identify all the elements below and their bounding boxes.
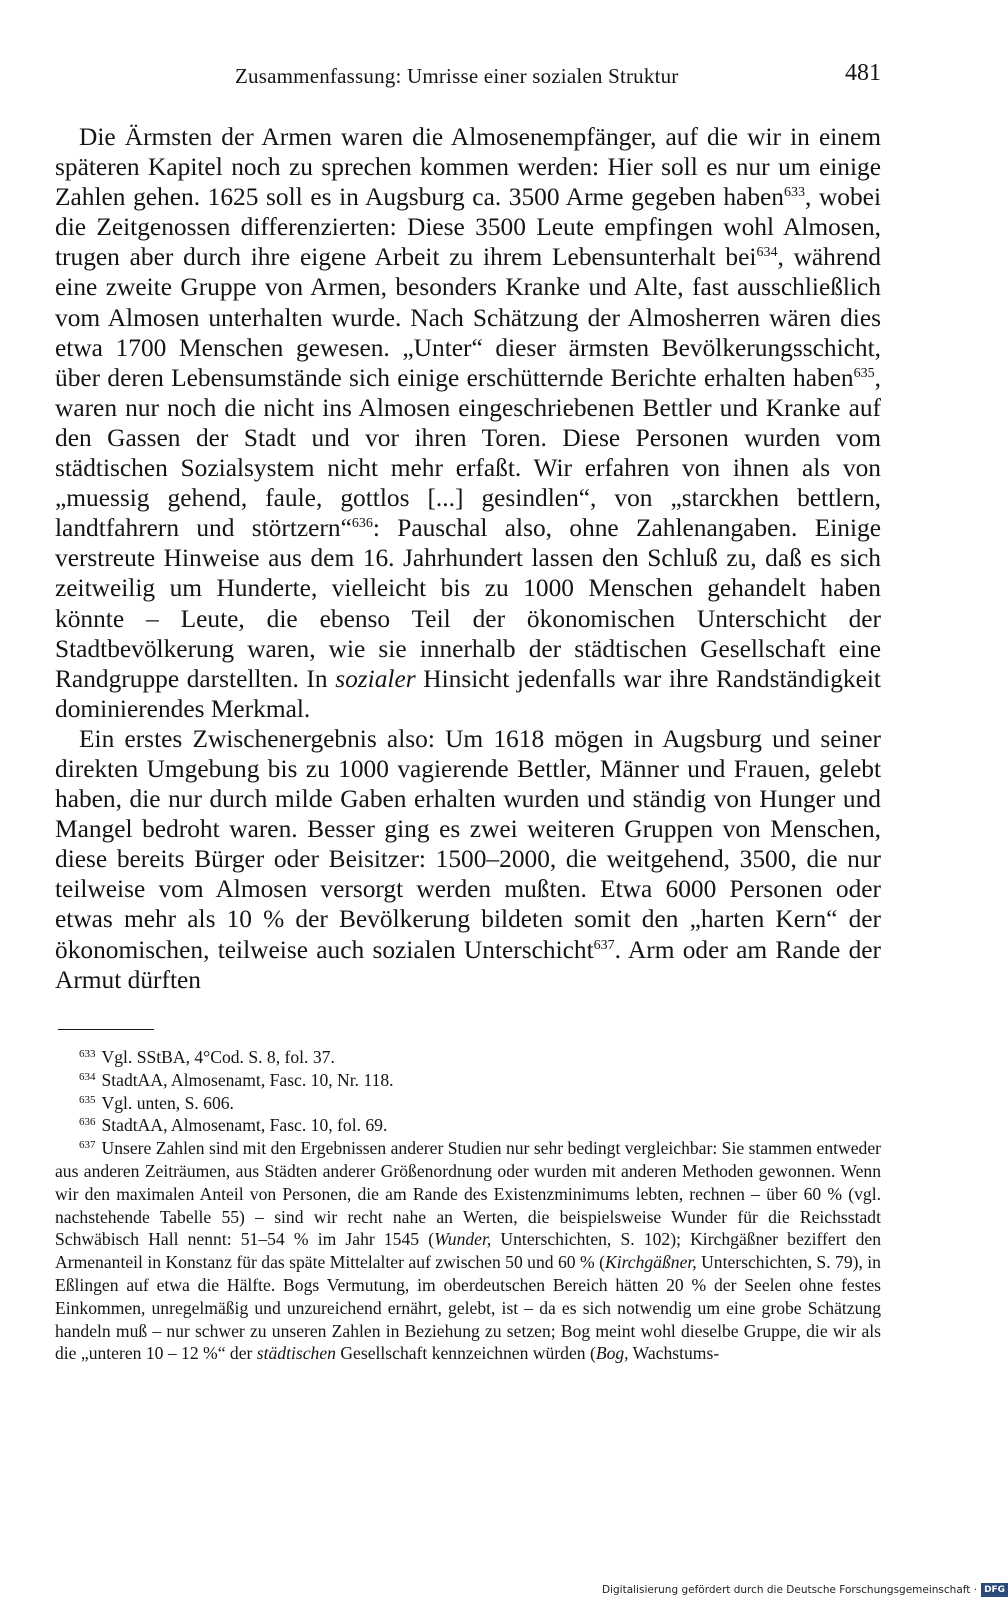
footnote-text: StadtAA, Almosenamt, Fasc. 10, fol. 69. xyxy=(101,1115,388,1136)
footnote-634 xyxy=(55,1069,881,1092)
paragraph-2 xyxy=(55,724,881,995)
footnote-number: 633 xyxy=(79,1048,96,1060)
footnote-text: Unterschichten, S. 79), in Eßlingen auf etwa die Hälfte. Bogs Vermutung, im oberdeutschen Bereich hätten 20 % der Seelen ohne festes Einkommen, unregelmäßig und unzureichend ernährt, gelebt, ist – da es sich notwendig um eine grobe Schätzung handeln muß – nur schwer zu unseren Zahlen in Beziehung zu setzen; Bog meint wohl dieselbe Gruppe, die wir als die „unteren 10 – 12 %“ der xyxy=(55,1252,881,1364)
italic-text: Kirchgäßner, xyxy=(604,1252,697,1273)
text-run: . Arm oder am Rande der Armut dürften xyxy=(55,935,881,994)
italic-text: Wunder, xyxy=(434,1229,492,1250)
footnote-text: Vgl. SStBA, 4°Cod. S. 8, fol. 37. xyxy=(101,1047,335,1067)
credit-text: Digitalisierung gefördert durch die Deutsche Forschungsgemeinschaft · xyxy=(602,1584,978,1596)
footnote-text: Unterschichten, S. 102); Kirchgäßner beziffert den Armenanteil in Konstanz für das späte Mittelalter auf zwischen 50 und 60 % ( xyxy=(55,1229,881,1273)
digitization-credit xyxy=(602,1583,1008,1597)
text-run: , während eine zweite Gruppe von Armen, besonders Kranke und Alte, fast ausschließlich vom Almosen unterhalten wurde. Nach Schätzung der Almosherren wären dies etwa 1700 Menschen gewesen. „Unter“ dieser ärmsten Bevölkerungsschicht, über deren Lebensumstände sich einige erschütternde Berichte erhalten haben xyxy=(55,243,881,392)
paragraph-1 xyxy=(55,122,881,724)
italic-text: städtischen xyxy=(256,1343,336,1364)
footnote-text: StadtAA, Almosenamt, Fasc. 10, Nr. 118. xyxy=(101,1069,394,1090)
footnote-text: Wachstums- xyxy=(628,1343,720,1364)
footnotes xyxy=(55,1046,881,1365)
running-header xyxy=(55,60,881,94)
footnote-ref-634: 634 xyxy=(756,245,778,261)
footnote-ref-633: 633 xyxy=(784,185,805,201)
footnote-636 xyxy=(55,1114,881,1137)
footnote-number: 634 xyxy=(79,1070,96,1083)
footnote-text: Gesellschaft kennzeichnen würden ( xyxy=(335,1343,596,1364)
text-run: Hinsicht jedenfalls war ihre Randständigkeit dominierendes Merkmal. xyxy=(55,664,881,723)
footnote-637 xyxy=(55,1137,881,1365)
footnote-separator xyxy=(58,1029,154,1030)
footnote-633 xyxy=(55,1046,881,1069)
footnote-number: 635 xyxy=(79,1093,96,1106)
text-run: Die Ärmsten der Armen waren die Almosenempfänger, auf die wir in einem späteren Kapitel noch zu sprechen kommen werden: Hier soll es nur um einige Zahlen gehen. 1625 soll es in Augsburg ca. 3500 Arme gegeben haben xyxy=(55,123,881,212)
footnote-text: Vgl. unten, S. 606. xyxy=(101,1092,234,1113)
italic-text: sozialer xyxy=(335,664,416,693)
dfg-logo: DFG xyxy=(981,1583,1008,1597)
italic-text: Bog, xyxy=(595,1343,629,1364)
footnote-ref-635: 635 xyxy=(853,365,875,381)
text-run: Ein erstes Zwischenergebnis also: Um 1618 mögen in Augsburg und seiner direkten Umgebung bis zu 1000 vagierende Bettler, Männer und Frauen, gelebt haben, die nur durch milde Gaben erhalten wurden und ständig von Hunger und Mangel bedroht waren. Besser ging es zwei weiteren Gruppen von Menschen, diese bereits Bürger oder Beisitzer: 1500–2000, die weitgehend, 3500, die nur teilweise vom Almosen versorgt werden mußten. Etwa 6000 Personen oder etwas mehr als 10 % der Bevölkerung bildeten somit den „harten Kern“ der ökonomischen, teilweise auch sozialen Unterschicht xyxy=(55,724,881,964)
text-run: , wobei die Zeitgenossen differenzierten: Diese 3500 Leute empfingen wohl Almosen, trugen aber durch ihre eigene Arbeit zu ihrem Lebensunterhalt bei xyxy=(55,183,881,272)
footnote-number: 636 xyxy=(79,1116,96,1129)
text-run: , waren nur noch die nicht ins Almosen eingeschriebenen Bettler und Kranke auf den Gassen der Stadt und vor ihren Toren. Diese Personen wurden vom städtischen Sozialsystem nicht mehr erfaßt. Wir erfahren von ihnen als von „muessig gehend, faule, gottlos [...] gesindlen“, von „starckhen bettlern, landtfahrern und störtzern“ xyxy=(55,363,881,543)
footnote-635 xyxy=(55,1092,881,1115)
footnote-number: 637 xyxy=(79,1139,96,1152)
footnote-ref-636: 636 xyxy=(351,516,373,532)
footnote-text: Unsere Zahlen sind mit den Ergebnissen anderer Studien nur sehr bedingt vergleichbar: Sie stammen entweder aus anderen Zeiträumen, aus Städten anderer Größenordnung oder wurden mit anderen Methoden gewonnen. Wenn wir den maximalen Anteil von Personen, die am Rande des Existenzminimums lebten, rechnen – über 60 % (vgl. nachstehende Tabelle 55) – sind wir recht nahe an Werten, die beispielsweise Wunder für die Reichsstadt Schwäbisch Hall nennt: 51–54 % im Jahr 1545 ( xyxy=(55,1138,881,1250)
footnote-ref-637: 637 xyxy=(593,937,615,953)
text-run: : Pauschal also, ohne Zahlenangaben. Einige verstreute Hinweise aus dem 16. Jahrhundert lassen den Schluß zu, daß es sich zeitweilig um Hunderte, vielleicht bis zu 1000 Menschen gehandelt haben könnte – Leute, die ebenso Teil der ökonomischen Unterschicht der Stadtbevölkerung waren, wie sie innerhalb der städtischen Gesellschaft eine Randgruppe darstellten. In xyxy=(55,514,881,693)
page-number: 481 xyxy=(845,60,881,86)
running-title: Zusammenfassung: Umrisse einer sozialen Struktur xyxy=(235,64,679,88)
main-text xyxy=(55,122,881,995)
